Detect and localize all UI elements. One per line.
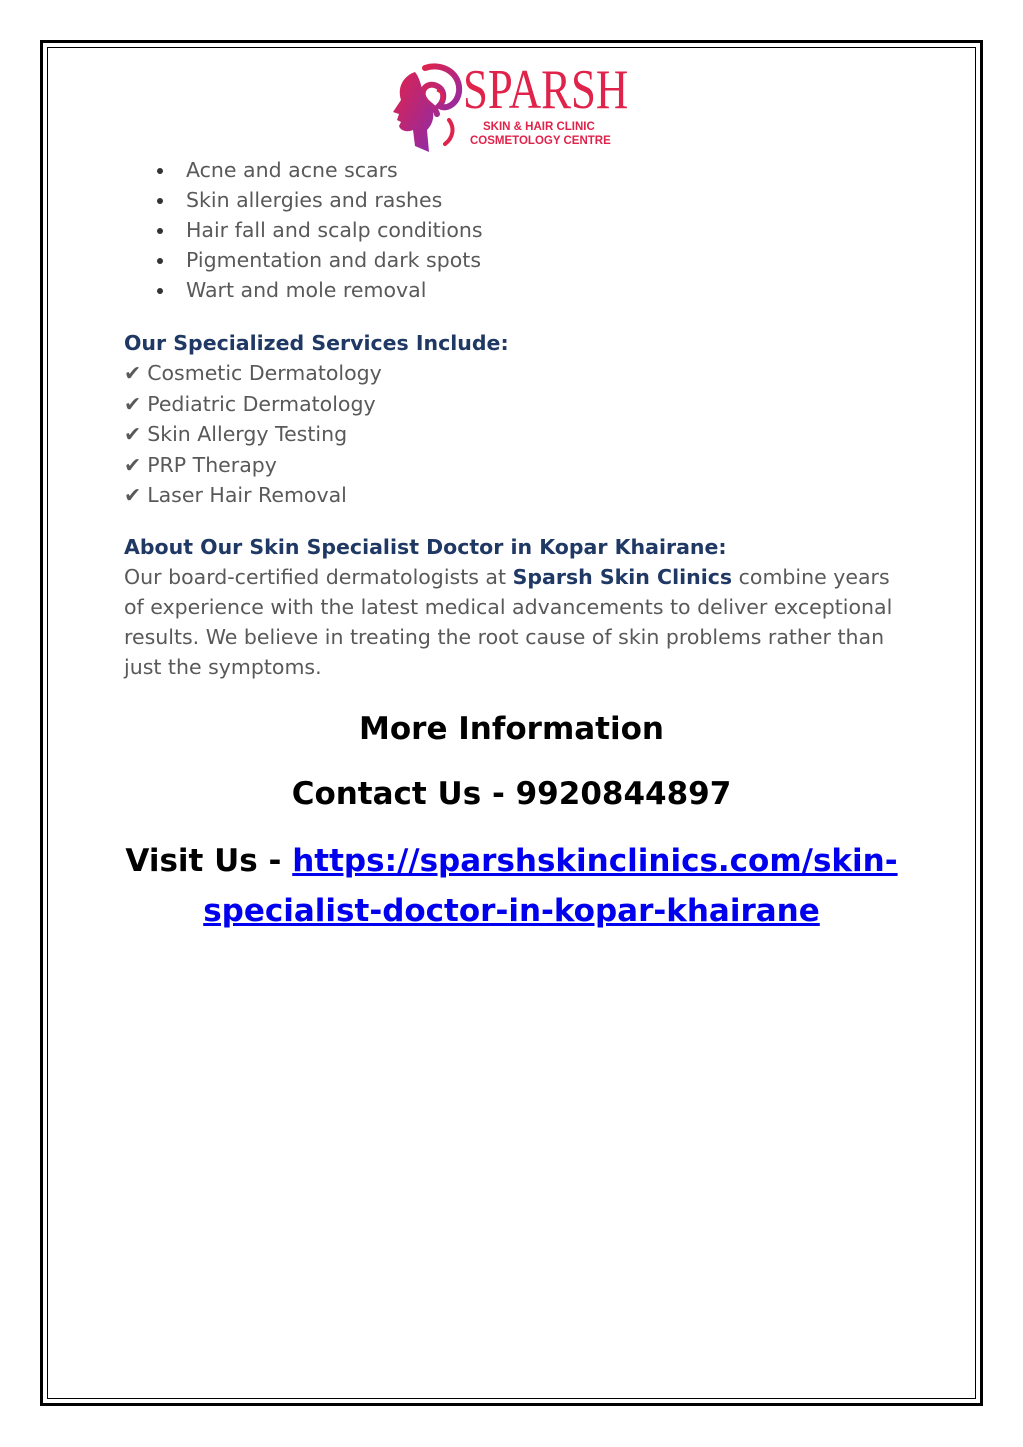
list-item: Pigmentation and dark spots: [124, 245, 914, 275]
sparsh-logo: [385, 60, 635, 156]
main-content: [124, 155, 914, 682]
bullet-icon: [157, 258, 163, 264]
visit-label: Visit Us -: [125, 843, 293, 879]
brand-name: SPARSH: [463, 59, 629, 121]
woman-profile-logo-icon: [385, 60, 465, 154]
brand-tagline-1: SKIN & HAIR CLINIC: [483, 121, 595, 133]
list-item: Acne and acne scars: [124, 155, 914, 185]
check-icon: ✔: [124, 361, 142, 385]
list-item: Skin allergies and rashes: [124, 185, 914, 215]
conditions-list: [124, 155, 914, 305]
list-item: Wart and mole removal: [124, 275, 914, 305]
services-heading: Our Specialized Services Include:: [124, 331, 509, 355]
services-list: [124, 358, 914, 511]
bullet-icon: [157, 168, 163, 174]
list-item: Hair fall and scalp conditions: [124, 215, 914, 245]
list-item: ✔ PRP Therapy: [124, 452, 277, 477]
list-item: ✔ Laser Hair Removal: [124, 483, 347, 507]
contact-line: Contact Us - 9920844897: [291, 776, 732, 812]
check-icon: ✔: [124, 422, 142, 446]
check-icon: ✔: [124, 483, 142, 507]
check-icon: ✔: [124, 452, 142, 477]
brand-tagline-2: COSMETOLOGY CENTRE: [470, 135, 611, 147]
clinic-name: Sparsh Skin Clinics: [512, 564, 733, 589]
list-item: ✔ Pediatric Dermatology: [124, 391, 376, 416]
bullet-icon: [157, 228, 163, 234]
about-paragraph: Our board-certified dermatologists at Sparsh Skin Clinics combine years of experience with the latest medical advancements to deliver exceptional results. We believe in treating the root cause of skin problems rather than just the symptoms.: [124, 564, 893, 679]
list-item: ✔ Skin Allergy Testing: [124, 422, 348, 446]
about-heading: About Our Skin Specialist Doctor in Kopar Khairane:: [124, 534, 727, 559]
visit-line: [48, 836, 975, 936]
bullet-icon: [157, 288, 163, 294]
bullet-icon: [157, 198, 163, 204]
website-link[interactable]: https://sparshskinclinics.com/skin- specialist-doctor-in-kopar-khairane: [203, 843, 898, 929]
list-item: ✔ Cosmetic Dermatology: [124, 361, 382, 385]
check-icon: ✔: [124, 391, 142, 416]
more-information-heading: More Information: [359, 711, 664, 747]
